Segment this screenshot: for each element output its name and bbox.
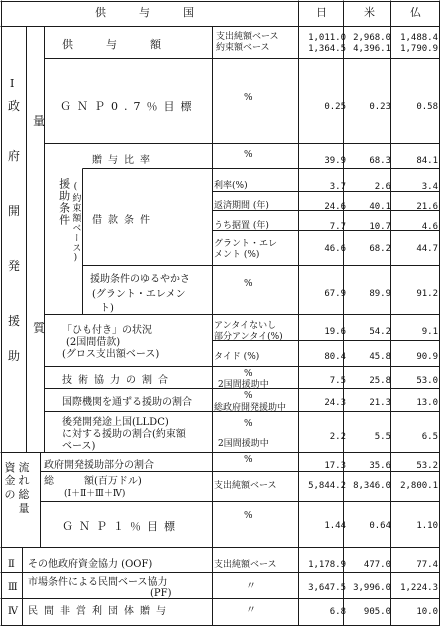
kokusai-unit: % [244, 391, 253, 401]
lldc-jp: 2.2 [329, 432, 346, 442]
gnp1-jp: 1.44 [324, 521, 346, 531]
aid-condition-note: (約束額ベース) [70, 182, 81, 264]
quantity-label: 量 [32, 114, 45, 128]
lldc-label-2: に対する援助の割合(約束額 [62, 429, 186, 440]
himo-fr-1: 9.1 [421, 327, 438, 337]
flow-char-6: 総 [18, 488, 30, 501]
zoyo-fr: 84.1 [416, 156, 438, 166]
himo-untied-1: アンタイないし [214, 321, 277, 331]
lldc-label-3: ベース) [62, 441, 96, 452]
oof-fr: 77.4 [416, 560, 438, 570]
himo-us-2: 45.8 [369, 352, 391, 362]
yuruyaka-us: 89.9 [369, 289, 391, 299]
shakkan-period-fr: 21.6 [416, 202, 438, 212]
shakkan-rate-us: 2.6 [374, 182, 391, 192]
gnp1-unit: % [244, 511, 253, 521]
himo-fr-2: 90.9 [416, 352, 438, 362]
kokusai-basis: 総政府開発援助中 [214, 403, 287, 413]
shakkan-grace-jp: 7.7 [329, 222, 346, 232]
kyoyogaku-basis-2: 約束額ベース [216, 43, 270, 53]
oof-label: その他政府資金協力 (OOF) [28, 559, 153, 570]
kokusai-label: 国際機関を通ずる援助の割合 [62, 397, 192, 408]
private-label-1: 市場条件による民間ベース協力 [28, 577, 168, 588]
gnp07-us: 0.23 [369, 102, 391, 112]
section-i-char-4: 発 [7, 259, 20, 273]
himo-untied-2: 部分アンタイ(%) [214, 332, 283, 342]
himo-label-1: 「ひも付き」の状況 [62, 325, 152, 336]
ngo-ditto: 〃 [246, 605, 256, 616]
quality-label: 質 [32, 321, 45, 335]
kyoyogaku-fr-2: 1,790.9 [400, 44, 438, 54]
shakkan-grace-label: うち据置 (年) [214, 221, 269, 231]
total-us: 8,346.0 [353, 481, 391, 491]
oda-share-jp: 17.3 [324, 461, 346, 471]
total-label-1: 総 額(百万ドル) [44, 476, 142, 487]
kyoyogaku-basis-1: 支出純額ベース [216, 32, 279, 42]
section-i-marker: Ⅰ [10, 77, 15, 90]
private-label-2: (PF) [150, 588, 172, 599]
yuruyaka-label-1: 援助条件のゆるやかさ [90, 274, 190, 285]
ngo-us: 905.0 [363, 607, 391, 617]
lldc-us: 5.5 [374, 432, 391, 442]
lldc-unit: % [244, 419, 253, 429]
shakkan-ge-fr: 44.7 [416, 244, 438, 254]
header-donor: 供 与 国 [95, 6, 205, 19]
shakkan-grace-us: 10.7 [369, 222, 391, 232]
himo-jp-2: 80.4 [324, 352, 346, 362]
gnp07-fr: 0.58 [416, 102, 438, 112]
private-fr: 1,224.3 [400, 583, 438, 593]
flow-char-3: の [4, 488, 16, 501]
zoyo-unit: % [244, 150, 253, 160]
ngo-marker: Ⅳ [8, 606, 18, 617]
private-marker: Ⅲ [8, 582, 18, 593]
shakkan-rate-label: 利率(%) [214, 181, 248, 191]
shakkan-ge-us: 68.2 [369, 244, 391, 254]
section-i-char-3: 開 [7, 204, 20, 218]
kyoyogaku-us-1: 2,968.0 [353, 33, 391, 43]
header-france: 仏 [410, 6, 421, 19]
private-ditto: 〃 [246, 581, 256, 592]
yuruyaka-unit: % [244, 279, 253, 289]
gijutsu-jp: 7.5 [329, 376, 346, 386]
private-us: 3,996.0 [353, 583, 391, 593]
himo-label-2: (2国間借款) [66, 337, 121, 348]
gnp1-fr: 1.10 [416, 521, 438, 531]
oof-jp: 1,178.9 [308, 560, 346, 570]
gnp07-label: ＧＮＰ0.7％目標 [60, 100, 198, 113]
gijutsu-us: 25.8 [369, 376, 391, 386]
section-i-char-6: 助 [7, 349, 20, 363]
flow-char-1: 資 [4, 461, 16, 474]
himo-jp-1: 19.6 [324, 327, 346, 337]
zoyo-label: 贈与比率 [92, 155, 156, 166]
section-i-char-2: 府 [7, 149, 20, 163]
total-basis: 支出純額ベース [214, 481, 277, 491]
header-usa: 米 [364, 6, 375, 19]
himo-label-3: (グロス支出額ベース) [62, 349, 160, 360]
shakkan-ge-label-1: グラント・エレ [214, 239, 278, 249]
zoyo-us: 68.3 [369, 156, 391, 166]
oda-share-label: 政府開発援助部分の割合 [44, 460, 154, 471]
lldc-basis: 2国間援助中 [218, 439, 269, 449]
private-jp: 3,647.5 [308, 583, 346, 593]
kyoyogaku-us-2: 4,396.1 [353, 44, 391, 54]
section-i-char-5: 援 [7, 314, 20, 328]
flow-char-7: 量 [18, 502, 30, 515]
kokusai-us: 21.3 [369, 398, 391, 408]
shakkan-grace-fr: 4.6 [421, 222, 438, 232]
shakkan-period-label: 返済期間 (年) [214, 201, 269, 211]
shakkan-rate-fr: 3.4 [421, 182, 438, 192]
lldc-fr: 6.5 [421, 432, 438, 442]
section-i-char-1: 政 [7, 99, 20, 113]
gijutsu-unit: % [244, 369, 253, 379]
yuruyaka-jp: 67.9 [324, 289, 346, 299]
flow-char-2: 金 [4, 474, 16, 487]
yuruyaka-fr: 91.2 [416, 289, 438, 299]
ngo-label: 民間非営利団体贈与 [28, 606, 172, 617]
oof-us: 477.0 [363, 560, 391, 570]
lldc-label-1: 後発開発途上国(LLDC) [62, 417, 169, 428]
kyoyogaku-jp-1: 1,011.0 [308, 33, 346, 43]
oda-share-unit: % [244, 455, 253, 465]
oof-marker: Ⅱ [8, 559, 15, 570]
gnp07-unit: % [244, 93, 253, 103]
shakkan-ge-label-2: メント (%) [214, 250, 260, 260]
shakkan-label: 借款条件 [92, 215, 156, 226]
total-label-2: (Ⅰ＋Ⅱ＋Ⅲ＋Ⅳ) [64, 489, 126, 499]
shakkan-period-jp: 24.6 [324, 202, 346, 212]
shakkan-period-us: 40.1 [369, 202, 391, 212]
aid-condition-vertical: 援助条件 [57, 178, 71, 226]
gnp1-us: 0.64 [369, 521, 391, 531]
flow-char-5: れ [18, 474, 30, 487]
himo-tied: タイド (%) [214, 352, 260, 362]
flow-char-4: 流 [18, 461, 30, 474]
gnp1-label: ＧＮＰ１％目標 [62, 520, 181, 533]
shakkan-rate-jp: 3.7 [329, 182, 346, 192]
yuruyaka-label-3: ト) [100, 303, 114, 314]
himo-us-1: 54.2 [369, 327, 391, 337]
yuruyaka-label-2: (グラント・エレメン [92, 289, 186, 300]
kokusai-jp: 24.3 [324, 398, 346, 408]
kyoyogaku-fr-1: 1,488.4 [400, 33, 438, 43]
total-jp: 5,844.2 [308, 481, 346, 491]
oda-share-fr: 53.2 [416, 461, 438, 471]
kyoyogaku-label: 供 与 額 [62, 38, 172, 51]
header-japan: 日 [316, 6, 327, 19]
gijutsu-label: 技術協力の割合 [62, 375, 174, 386]
oof-basis: 支出純額ベース [214, 560, 277, 570]
gijutsu-basis: 2国間援助中 [218, 380, 269, 390]
ngo-jp: 6.8 [329, 607, 346, 617]
total-fr: 2,800.1 [400, 481, 438, 491]
oda-share-us: 35.6 [369, 461, 391, 471]
kokusai-fr: 13.0 [416, 398, 438, 408]
kyoyogaku-jp-2: 1,364.5 [308, 44, 346, 54]
shakkan-ge-jp: 46.6 [324, 244, 346, 254]
gnp07-jp: 0.25 [324, 102, 346, 112]
ngo-fr: 10.0 [416, 607, 438, 617]
gijutsu-fr: 53.0 [416, 376, 438, 386]
zoyo-jp: 39.9 [324, 156, 346, 166]
